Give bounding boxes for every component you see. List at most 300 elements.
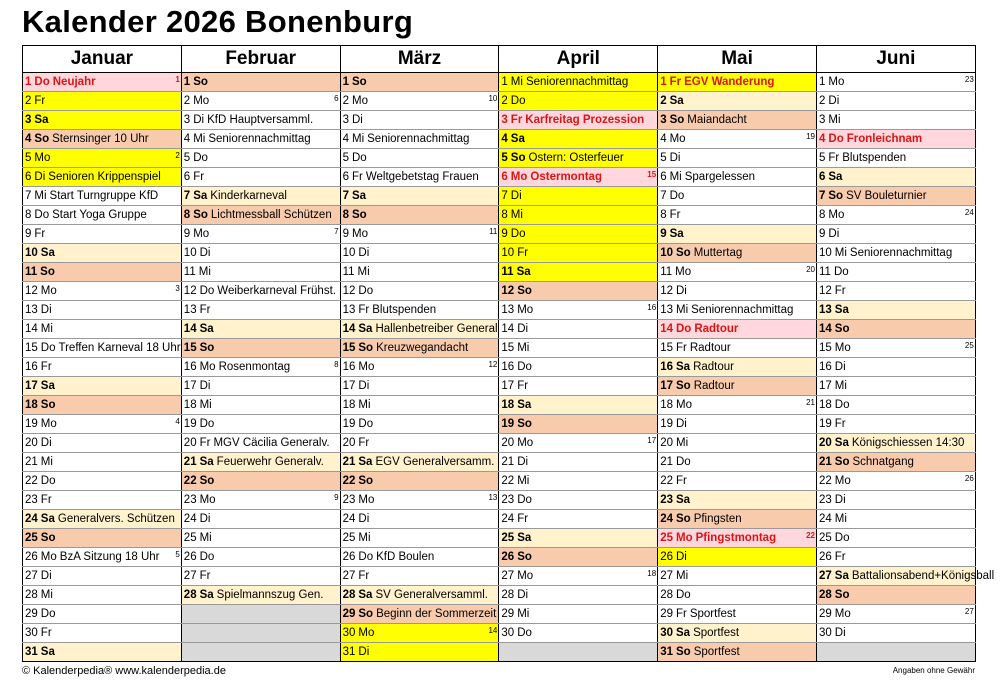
day-number: 23: [501, 494, 515, 506]
month-header-4: Mai: [658, 46, 817, 73]
week-number: 18: [647, 569, 657, 578]
day-number: 2: [342, 95, 349, 107]
day-cell: [816, 358, 975, 377]
day-number: 9: [818, 228, 826, 240]
weekday: Di: [199, 513, 211, 525]
weekday: Di: [517, 323, 529, 335]
weekday: Mi: [517, 475, 530, 487]
day-cell: [23, 320, 182, 339]
day-cell: [816, 130, 975, 149]
day-cell: [658, 92, 817, 111]
weekday: So: [358, 475, 374, 487]
day-cell: [181, 320, 340, 339]
day-number: 23: [818, 494, 832, 506]
weekday: Sa: [675, 361, 691, 373]
day-number: 25: [342, 532, 356, 544]
day-row: [23, 168, 976, 187]
month-header-2: März: [340, 46, 499, 73]
day-number: 16: [660, 361, 673, 373]
empty-cell: [181, 624, 340, 643]
day-number: 8: [660, 209, 667, 221]
weekday: Di: [352, 114, 363, 126]
day-number: 3: [183, 114, 191, 126]
week-number: 23: [964, 75, 974, 84]
event-label: BzA Sitzung 18 Uhr: [59, 551, 160, 563]
day-cell: [23, 586, 182, 605]
weekday: Mo: [40, 418, 57, 430]
weekday: Di: [40, 304, 52, 316]
empty-cell: [499, 643, 658, 662]
event-label: KfD Hauptversamml.: [207, 114, 314, 126]
day-row: [23, 282, 976, 301]
day-cell: [23, 377, 182, 396]
day-number: 21: [501, 456, 515, 468]
day-number: 16: [342, 361, 356, 373]
day-cell: [340, 206, 499, 225]
day-row: [23, 605, 976, 624]
day-cell: [340, 491, 499, 510]
weekday: Mo: [828, 76, 845, 88]
weekday: Sa: [199, 323, 214, 335]
day-row: [23, 529, 976, 548]
weekday: Sa: [352, 190, 367, 202]
day-number: 5: [183, 152, 191, 164]
week-number: 20: [806, 265, 815, 274]
weekday: Do: [40, 475, 56, 487]
event-label: Seniorennachmittag: [367, 133, 470, 145]
weekday: Mo: [358, 361, 375, 373]
weekday: Mi: [40, 323, 53, 335]
weekday: Do: [34, 76, 50, 88]
weekday: So: [834, 456, 850, 468]
day-number: 20: [501, 437, 515, 449]
day-cell: [23, 282, 182, 301]
day-number: 12: [501, 285, 515, 297]
day-cell: [499, 339, 658, 358]
day-cell: [499, 586, 658, 605]
day-cell: [181, 92, 340, 111]
weekday: Mo: [358, 494, 375, 506]
day-number: 18: [660, 399, 673, 411]
weekday: So: [517, 551, 532, 563]
day-cell: [816, 149, 975, 168]
event-label: Neujahr: [52, 76, 96, 88]
day-number: 11: [818, 266, 831, 278]
day-cell: [816, 453, 975, 472]
day-cell: [340, 73, 499, 92]
day-number: 7: [501, 190, 508, 202]
day-number: 5: [818, 152, 826, 164]
day-number: 27: [660, 570, 673, 582]
weekday: Do: [34, 209, 50, 221]
day-cell: [340, 624, 499, 643]
day-number: 24: [25, 513, 38, 525]
day-number: 6: [183, 171, 191, 183]
day-cell: [181, 396, 340, 415]
day-cell: [816, 491, 975, 510]
weekday: Sa: [669, 228, 684, 240]
day-number: 22: [25, 475, 38, 487]
day-number: 10: [501, 247, 515, 259]
week-number: 24: [964, 208, 974, 217]
day-cell: [340, 168, 499, 187]
weekday: Sa: [34, 114, 49, 126]
event-label: Sternsinger 10 Uhr: [52, 133, 149, 145]
weekday: Do: [510, 228, 526, 240]
day-number: 15: [183, 342, 197, 354]
weekday: Fr: [193, 171, 205, 183]
event-label: Weiberkarneval Frühst.: [217, 285, 336, 297]
day-cell: [181, 244, 340, 263]
day-cell: [23, 567, 182, 586]
day-cell: [23, 415, 182, 434]
day-cell: [340, 605, 499, 624]
event-label: Königschiessen 14:30: [851, 437, 965, 449]
day-number: 8: [342, 209, 349, 221]
day-number: 1: [25, 76, 32, 88]
weekday: Di: [517, 456, 529, 468]
day-row: [23, 567, 976, 586]
day-cell: [499, 225, 658, 244]
day-number: 28: [25, 589, 38, 601]
day-number: 19: [818, 418, 832, 430]
day-number: 7: [25, 190, 32, 202]
weekday: Fr: [358, 437, 370, 449]
event-label: Pfingsten: [693, 513, 742, 525]
day-number: 6: [342, 171, 349, 183]
day-cell: [816, 111, 975, 130]
weekday: Mo: [517, 437, 534, 449]
day-number: 27: [183, 570, 197, 582]
day-cell: [23, 529, 182, 548]
event-label: Radtour: [693, 380, 735, 392]
weekday: Di: [669, 152, 681, 164]
event-label: Muttertag: [693, 247, 743, 259]
day-cell: [499, 73, 658, 92]
day-cell: [181, 377, 340, 396]
weekday: Fr: [517, 513, 529, 525]
day-cell: [816, 301, 975, 320]
day-number: 30: [25, 627, 38, 639]
weekday: Sa: [516, 266, 531, 278]
event-label: MGV Cäcilia Generalv.: [213, 437, 330, 449]
weekday: Mo: [510, 171, 528, 183]
weekday: Sa: [199, 456, 214, 468]
weekday: Mo: [40, 551, 57, 563]
event-label: Pfingstmontag: [695, 532, 777, 544]
day-number: 14: [660, 323, 673, 335]
day-number: 8: [501, 209, 508, 221]
day-cell: [658, 586, 817, 605]
day-number: 23: [660, 494, 673, 506]
day-cell: [499, 244, 658, 263]
weekday: Do: [358, 551, 374, 563]
day-cell: [181, 586, 340, 605]
event-label: Sportfest: [693, 627, 740, 639]
day-number: 30: [818, 627, 832, 639]
day-row: [23, 187, 976, 206]
event-label: Sportfest: [689, 608, 736, 620]
weekday: Mi: [828, 114, 841, 126]
day-cell: [816, 225, 975, 244]
day-number: 28: [501, 589, 515, 601]
event-label: Blutspenden: [842, 152, 907, 164]
month-header-1: Februar: [181, 46, 340, 73]
weekday: Di: [34, 171, 46, 183]
day-cell: [23, 225, 182, 244]
day-cell: [23, 92, 182, 111]
month-header-0: Januar: [23, 46, 182, 73]
day-cell: [658, 472, 817, 491]
day-cell: [340, 339, 499, 358]
weekday: Sa: [517, 399, 532, 411]
weekday: Mi: [834, 513, 847, 525]
day-number: 31: [25, 646, 38, 658]
event-label: Seniorennachmittag: [849, 247, 953, 259]
day-number: 11: [501, 266, 514, 278]
weekday: Mo: [675, 266, 692, 278]
day-number: 1: [501, 76, 508, 88]
weekday: Sa: [40, 247, 55, 259]
day-cell: [658, 567, 817, 586]
day-number: 20: [342, 437, 356, 449]
weekday: Mi: [199, 399, 212, 411]
day-number: 23: [183, 494, 197, 506]
day-number: 23: [25, 494, 38, 506]
day-cell: [181, 282, 340, 301]
weekday: Fr: [517, 247, 529, 259]
day-number: 13: [342, 304, 356, 316]
day-number: 25: [660, 532, 673, 544]
weekday: Mi: [675, 304, 689, 316]
weekday: Mo: [352, 228, 368, 240]
day-cell: [816, 415, 975, 434]
weekday: Do: [675, 323, 692, 335]
day-cell: [181, 415, 340, 434]
day-cell: [340, 586, 499, 605]
weekday: Sa: [834, 437, 849, 449]
day-cell: [816, 244, 975, 263]
weekday: Do: [675, 456, 691, 468]
week-number: 1: [175, 75, 180, 84]
day-cell: [658, 301, 817, 320]
day-row: [23, 491, 976, 510]
event-label: Start Turngruppe KfD: [49, 190, 159, 202]
day-cell: [658, 548, 817, 567]
day-number: 6: [660, 171, 667, 183]
day-number: 24: [183, 513, 197, 525]
day-number: 16: [25, 361, 38, 373]
event-label: Fronleichnam: [846, 133, 923, 145]
day-number: 10: [25, 247, 38, 259]
day-cell: [816, 377, 975, 396]
day-row: [23, 206, 976, 225]
weekday: Di: [358, 646, 370, 658]
day-cell: [816, 434, 975, 453]
weekday: Fr: [834, 551, 846, 563]
event-label: EGV Generalversamm.: [375, 456, 495, 468]
weekday: Fr: [675, 475, 687, 487]
day-cell: [181, 168, 340, 187]
weekday: Di: [517, 589, 529, 601]
weekday: Mo: [834, 342, 851, 354]
day-cell: [658, 377, 817, 396]
day-row: [23, 643, 976, 662]
day-cell: [340, 415, 499, 434]
day-cell: [340, 149, 499, 168]
day-number: 9: [660, 228, 667, 240]
day-number: 28: [342, 589, 356, 601]
day-cell: [499, 605, 658, 624]
weekday: Do: [199, 285, 215, 297]
day-cell: [181, 130, 340, 149]
weekday: Fr: [675, 608, 687, 620]
weekday: So: [669, 114, 685, 126]
day-number: 31: [342, 646, 356, 658]
day-cell: [816, 206, 975, 225]
day-cell: [658, 396, 817, 415]
weekday: Di: [675, 285, 687, 297]
day-number: 13: [818, 304, 832, 316]
day-cell: [340, 396, 499, 415]
day-cell: [499, 206, 658, 225]
day-number: 10: [342, 247, 356, 259]
day-cell: [499, 320, 658, 339]
weekday: Do: [40, 342, 56, 354]
day-number: 25: [25, 532, 38, 544]
day-cell: [658, 206, 817, 225]
day-cell: [340, 548, 499, 567]
day-number: 12: [183, 285, 197, 297]
day-row: [23, 434, 976, 453]
weekday: Mo: [193, 95, 210, 107]
weekday: So: [675, 513, 691, 525]
day-number: 18: [818, 399, 832, 411]
day-number: 4: [25, 133, 32, 145]
weekday: Mo: [517, 570, 534, 582]
day-number: 12: [342, 285, 356, 297]
day-number: 1: [183, 76, 191, 88]
day-cell: [499, 168, 658, 187]
weekday: Mo: [675, 399, 692, 411]
weekday: Mi: [669, 171, 682, 183]
week-number: 9: [334, 493, 339, 502]
weekday: Mo: [40, 285, 57, 297]
day-cell: [658, 453, 817, 472]
day-number: 14: [183, 323, 197, 335]
day-number: 1: [342, 76, 349, 88]
day-row: [23, 320, 976, 339]
day-cell: [23, 548, 182, 567]
weekday: Mi: [357, 266, 370, 278]
weekday: Fr: [34, 228, 46, 240]
day-cell: [340, 301, 499, 320]
weekday: Mo: [199, 361, 216, 373]
day-cell: [816, 529, 975, 548]
day-cell: [499, 263, 658, 282]
day-cell: [340, 225, 499, 244]
weekday: Di: [193, 114, 205, 126]
day-cell: [499, 396, 658, 415]
day-number: 11: [342, 266, 355, 278]
weekday: Mi: [510, 209, 523, 221]
weekday: Mi: [517, 608, 530, 620]
day-number: 2: [501, 95, 508, 107]
day-row: [23, 624, 976, 643]
day-cell: [340, 130, 499, 149]
weekday: Sa: [358, 589, 373, 601]
day-number: 15: [501, 342, 515, 354]
day-cell: [181, 187, 340, 206]
day-cell: [181, 149, 340, 168]
day-cell: [658, 491, 817, 510]
footer-copyright: © Kalenderpedia® www.kalenderpedia.de: [22, 665, 226, 677]
weekday: Do: [510, 95, 526, 107]
day-number: 15: [660, 342, 673, 354]
event-label: Kreuzwegandacht: [376, 342, 469, 354]
event-label: Feuerwehr Generalv.: [216, 456, 324, 468]
day-cell: [658, 225, 817, 244]
day-number: 7: [818, 190, 826, 202]
event-label: Ostern: Osterfeuer: [528, 152, 624, 164]
weekday: Fr: [510, 114, 523, 126]
weekday: Sa: [510, 133, 525, 145]
day-row: [23, 130, 976, 149]
weekday: Di: [834, 494, 846, 506]
day-number: 22: [818, 475, 832, 487]
weekday: Mo: [517, 304, 534, 316]
day-cell: [658, 111, 817, 130]
event-label: Karfreitag Prozession: [525, 114, 645, 126]
week-number: 27: [964, 607, 974, 616]
empty-cell: [181, 643, 340, 662]
day-number: 30: [501, 627, 515, 639]
day-number: 28: [183, 589, 197, 601]
day-number: 7: [183, 190, 191, 202]
day-cell: [499, 491, 658, 510]
event-label: Radtour: [694, 323, 739, 335]
week-number: 14: [488, 626, 498, 635]
day-cell: [23, 263, 182, 282]
weekday: So: [828, 190, 844, 202]
weekday: Mo: [669, 133, 686, 145]
event-label: Blutspenden: [372, 304, 437, 316]
day-cell: [499, 358, 658, 377]
day-number: 29: [660, 608, 673, 620]
weekday: Do: [675, 589, 691, 601]
day-number: 17: [501, 380, 515, 392]
day-number: 27: [342, 570, 356, 582]
weekday: Do: [517, 361, 532, 373]
event-label: Spielmannszug Gen.: [216, 589, 324, 601]
day-cell: [816, 92, 975, 111]
day-cell: [23, 396, 182, 415]
weekday: Di: [358, 513, 370, 525]
weekday: Di: [358, 247, 370, 259]
weekday: Do: [834, 399, 850, 411]
week-number: 21: [806, 398, 815, 407]
day-cell: [816, 263, 975, 282]
day-cell: [181, 434, 340, 453]
day-number: 14: [25, 323, 38, 335]
day-cell: [340, 377, 499, 396]
week-number: 17: [647, 436, 657, 445]
weekday: Fr: [40, 627, 52, 639]
day-number: 11: [25, 266, 38, 278]
day-cell: [181, 111, 340, 130]
day-number: 22: [660, 475, 673, 487]
day-number: 17: [660, 380, 673, 392]
